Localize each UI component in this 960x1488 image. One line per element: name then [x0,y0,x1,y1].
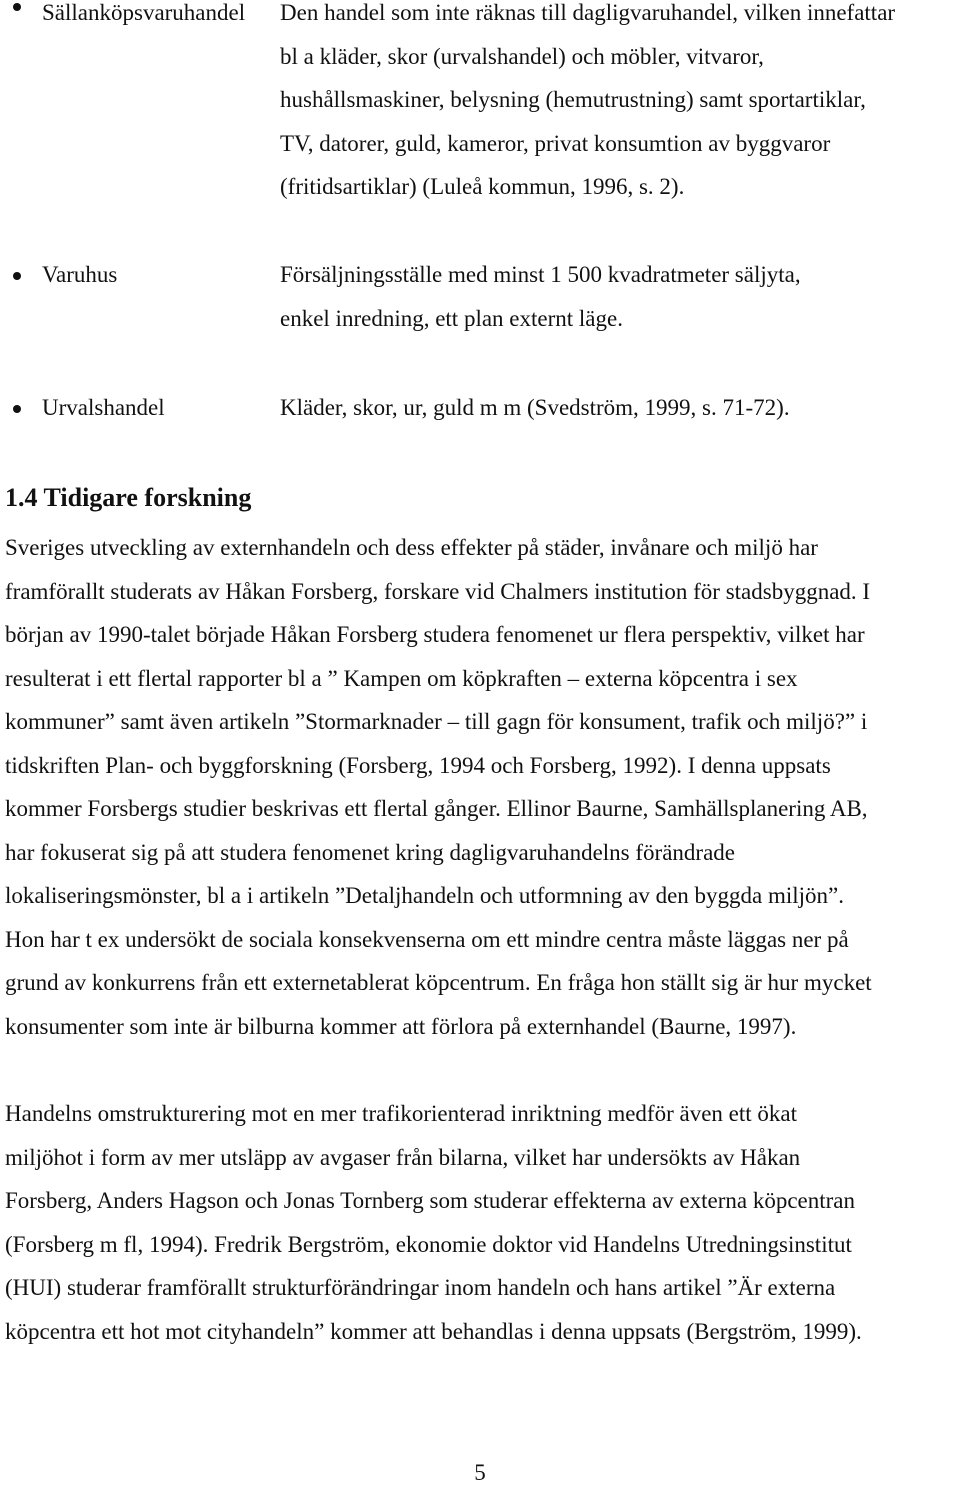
definition-term: Varuhus [42,262,118,287]
definition-description: Den handel som inte räknas till dagligvaruhandel, vilken innefattar bl a kläder, skor (urvalshandel) och möbler, vitvaror, hushållsmaskiner, belysning (hemutrustning) samt sportartiklar, TV, datorer, guld, kameror, privat konsumtion av byggvaror (fritidsartiklar) (Luleå kommun, 1996, s. 2). [280,0,896,199]
body-paragraph: Handelns omstrukturering mot en mer trafikorienterad inriktning medför även ett ökat miljöhot i form av mer utsläpp av avgaser från bilarna, vilket har undersökts av Håkan Forsberg, Anders Hagson och Jonas Tornberg som studerar effekterna av externa köpcentran (Forsberg m fl, 1994). Fredrik Bergström, ekonomie doktor vid Handelns Utredningsinstitut (HUI) studerar framförallt strukturförändringar inom handeln och hans artikel ”Är externa köpcentra ett hot mot cityhandeln” kommer att behandlas i denna uppsats (Bergström, 1999). [5,1101,862,1344]
definition-description: Kläder, skor, ur, guld m m (Svedström, 1999, s. 71-72). [280,395,790,420]
body-paragraph: Sveriges utveckling av externhandeln och dess effekter på städer, invånare och miljö har framförallt studerats av Håkan Forsberg, forskare vid Chalmers institution för stadsbyggnad. I början av 1990-talet började Håkan Forsberg studera fenomenet ur flera perspektiv, vilket har resulterat i ett flertal rapporter bl a ” Kampen om köpkraften – externa köpcentra i sex kommuner” samt även artikeln ”Stormarknader – till gagn för konsument, trafik och miljö?” i tidskriften Plan- och byggforskning (Forsberg, 1994 och Forsberg, 1992). I denna uppsats kommer Forsbergs studier beskrivas ett flertal gånger. Ellinor Baurne, Samhällsplanering AB, har fokuserat sig på att studera fenomenet kring dagligvaruhandelns förändrade lokaliseringsmönster, bl a i artikeln ”Detaljhandeln och utformning av den byggda miljön”. Hon har t ex undersökt de sociala konsekvenserna om ett mindre centra måste läggas ner på grund av konkurrens från ett externetablerat köpcentrum. En fråga hon ställt sig är hur mycket konsumenter som inte är bilburna kommer att förlora på externhandel (Baurne, 1997). [5,535,872,1039]
bullet-icon [13,405,21,413]
bullet-icon [13,272,21,280]
definition-term: Sällanköpsvaruhandel [42,0,246,25]
definition-term: Urvalshandel [42,395,165,420]
page-number: 5 [474,1460,486,1485]
definition-description: Försäljningsställe med minst 1 500 kvadratmeter säljyta, enkel inredning, ett plan externt läge. [280,262,801,331]
section-heading: 1.4 Tidigare forskning [5,483,252,512]
bullet-icon [13,3,21,11]
